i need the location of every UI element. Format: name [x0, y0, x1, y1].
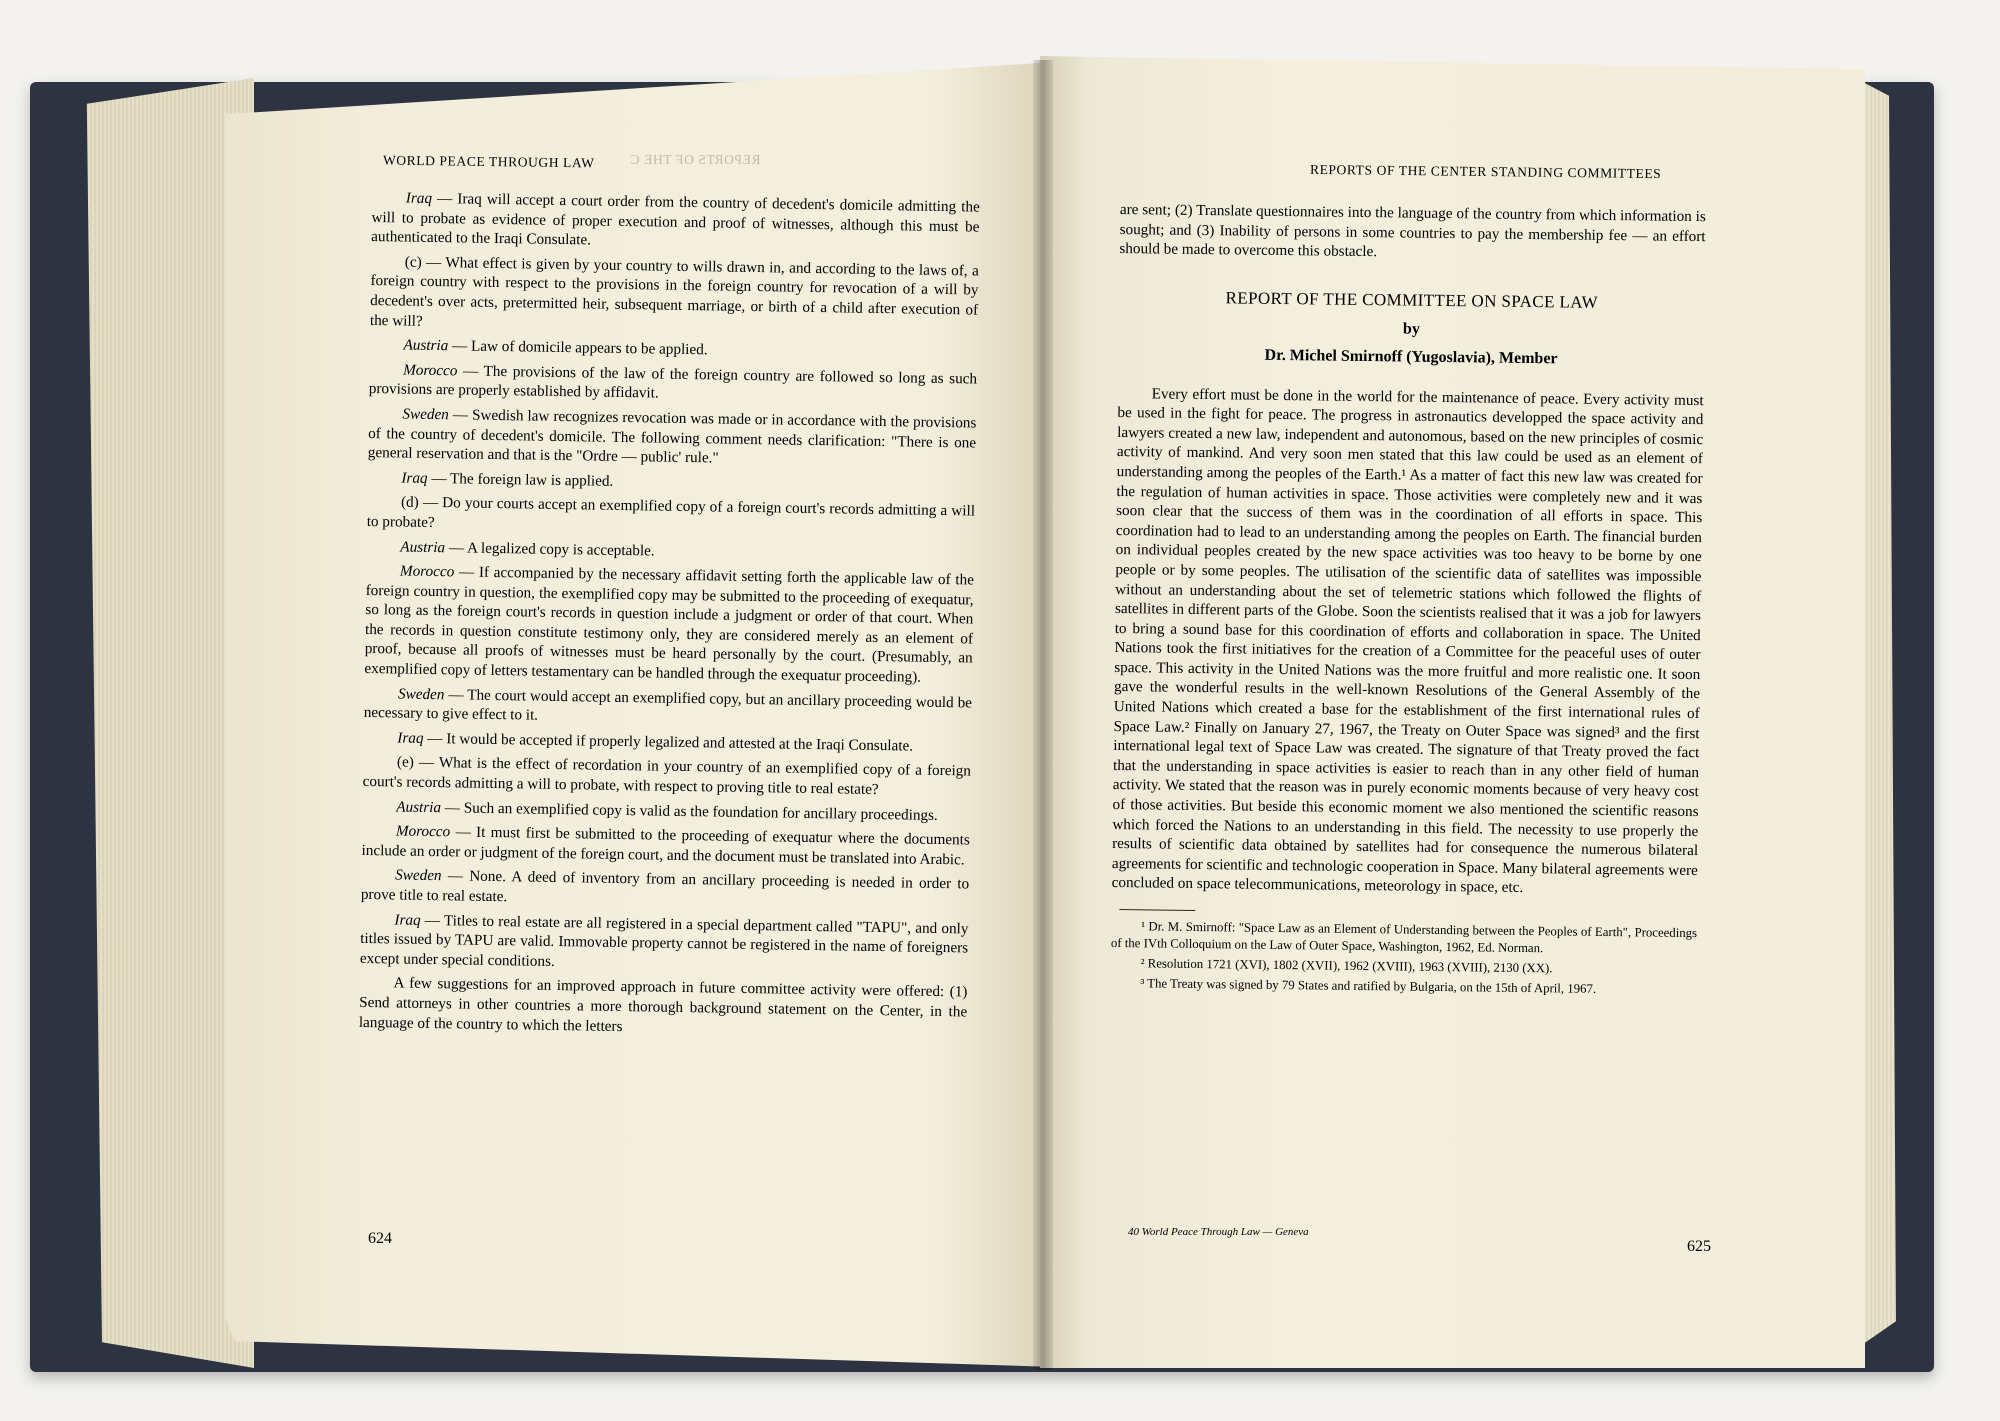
country-label: Iraq	[401, 469, 428, 487]
country-label: Iraq	[397, 729, 424, 747]
country-label: Iraq	[405, 189, 433, 207]
paragraph	[364, 561, 974, 688]
paragraph	[368, 404, 977, 472]
report-author: Dr. Michel Smirnoff (Yugoslavia), Member	[1264, 346, 1558, 368]
country-label: Sweden	[402, 405, 449, 424]
right-running-head: REPORTS OF THE CENTER STANDING COMMITTEES	[1309, 161, 1662, 182]
country-label: Austria	[403, 336, 449, 355]
paragraph	[364, 684, 973, 733]
footnote-divider	[1119, 909, 1195, 911]
left-page-number: 624	[368, 1230, 392, 1247]
report-title: REPORT OF THE COMMITTEE ON SPACE LAW	[1225, 288, 1599, 312]
paragraph	[369, 335, 977, 364]
paragraph-text: — A legalized copy is acceptable.	[444, 538, 655, 559]
question-text: (c) — What effect is given by your country to wills drawn in, and according to the laws of, a foreign country with respect to the provisions in the foreign country for revocation of a will by decedent's over acts, pretermitted heir, subsequent marriage, or birth of a child after execution of the will?	[369, 253, 979, 330]
paragraph	[362, 797, 970, 826]
footnote: ³ The Treaty was signed by 79 States and ratified by Bulgaria, on the 15th of April, 1967.	[1140, 976, 1597, 996]
paragraph-text: A few suggestions for an improved approach in future committee activity were offered: (1) Send attorneys in other countries a more thorough background statement on the Center, in the language of the country to which the letters	[358, 974, 968, 1035]
question-text: (d) — Do your courts accept an exemplified copy of a foreign court's records admitting a will to probate?	[366, 493, 976, 531]
footnote: ² Resolution 1721 (XVI), 1802 (XVII), 1962 (XVIII), 1963 (XVIII), 2130 (XX).	[1140, 956, 1553, 976]
paragraph	[361, 821, 970, 870]
paragraph-text: — The provisions of the law of the foreign country are followed so long as such provisions are properly established by affidavit.	[368, 362, 978, 402]
left-show-through-head: REPORTS OF THE C	[630, 152, 761, 167]
report-byline: by	[1402, 320, 1420, 339]
country-label: Morocco	[403, 361, 458, 380]
question-text: (e) — What is the effect of recordation in your country of an exemplified copy of a foreign court's records admitting a will to probate, with respect to proving title to real estate?	[362, 753, 972, 799]
paragraph	[359, 973, 968, 1041]
country-label: Morocco	[399, 562, 455, 581]
book-gutter	[1033, 60, 1053, 1370]
footnote: ¹ Dr. M. Smirnoff: "Space Law as an Element of Understanding between the Peoples of Earth", Proceedings of the IVth Colloquium on the Law of Outer Space, Washington, 1962, Ed. Norman.	[1110, 919, 1698, 956]
paragraph	[370, 252, 979, 340]
right-page-text	[1110, 200, 1706, 1002]
paragraph-text: — The court would accept an exemplified copy, but an ancillary proceeding would be necessary to give effect to it.	[363, 685, 973, 724]
country-label: Austria	[396, 798, 442, 816]
paragraph	[366, 536, 974, 565]
left-running-head: WORLD PEACE THROUGH LAW	[382, 152, 595, 171]
paragraph-text: — Such an exemplified copy is valid as the foundation for ancillary proceedings.	[440, 798, 938, 824]
paragraph-text: — If accompanied by the necessary affidavit setting forth the applicable law of the foreign country in question, the exemplified copy may be submitted to the proceeding of exequatur, so long as the foreign court's records in question include a judgment or order of that court. When the records in question constitute testimony only, they are considered merely as an element of proof, because all proofs of witnesses must be heard personally by the court. (Presumably, an exemplified copy of letters testamentary can be handled through the exequatur proceeding).	[364, 563, 975, 686]
right-page-number: 625	[1687, 1238, 1711, 1255]
country-label: Sweden	[395, 866, 442, 885]
country-label: Morocco	[395, 822, 451, 841]
country-label: Iraq	[394, 911, 421, 929]
paragraph	[367, 468, 975, 497]
paragraph-text: — It must first be submitted to the proceeding of exequatur where the documents include an order or judgment of the foreign court, and the document must be translated into Arabic.	[361, 823, 970, 869]
paragraph	[360, 910, 969, 978]
paragraph	[367, 492, 976, 541]
signature-line: 40 World Peace Through Law — Geneva	[1128, 1226, 1309, 1238]
paragraph	[371, 188, 980, 256]
country-label: Sweden	[397, 685, 445, 703]
paragraph-text: — Titles to real estate are all registered in a special department called "TAPU", and only titles issued by TAPU are valid. Immovable property cannot be registered in the name of foreigners except under special conditions.	[359, 911, 969, 970]
continuation-paragraph: are sent; (2) Translate questionnaires into the language of the country from which information is sought; and (3) Inability of persons in some countries to pay the membership fee — an effort should be made to overcome this obstacle.	[1119, 200, 1706, 261]
paragraph-text: — The foreign law is applied.	[427, 469, 614, 490]
paragraph	[361, 865, 970, 914]
paragraph-text: — None. A deed of inventory from an ancillary proceeding is needed in order to prove title to real estate.	[360, 867, 970, 906]
paragraph-text: — Law of domicile appears to be applied.	[448, 337, 708, 359]
paragraph	[363, 752, 972, 801]
paragraph-text: — It would be accepted if properly legalized and attested at the Iraqi Consulate.	[423, 729, 914, 755]
paragraph	[369, 360, 978, 409]
paragraph-text: — Swedish law recognizes revocation was made or in accordance with the provisions of the country of decedent's domicile. The following comment needs clarification: "There is one general reservation and that is the "Ordre — public' rule."	[367, 406, 977, 467]
left-page-text	[359, 188, 980, 1047]
paragraph	[363, 728, 971, 757]
paragraph-text: — Iraq will accept a court order from the country of decedent's domicile admitting the will to probate as evidence of proper execution and proof of witnesses, although this must be authenticated to the Iraqi Consulate.	[371, 189, 980, 249]
country-label: Austria	[400, 537, 446, 556]
report-body: Every effort must be done in the world for the maintenance of peace. Every activity must be used in the fight for peace. The progress in astronautics developped the space activity and lawyers created a new law, independent and autonomous, based on the new principles of cosmic activity of mankind. And very soon men stated that this law could be used as an element of understanding among the peoples of the Earth.¹ As a matter of fact this new law was created for the regulation of human activities in space. Those activities were completely new and it was soon clear that the success of them was in the coordination of all efforts in space. This coordination had to lead to an understanding among the peoples on Earth. The financial burden on individual peoples created by the new space activities was too heavy to be borne by one people or by some peoples. The utilisation of the scientific data of satellites was impossible without an understanding about the set of telemetric stations which followed the flights of satellites in different parts of the Globe. Soon the scientists realised that it was a job for lawyers to bring a sound base for this coordination of efforts and collaboration in space. The United Nations took the first initiatives for the creation of a Committee for the peaceful uses of outer space. This activity in the United Nations was the more fruitful and more realistic one. It soon gave the wonderful results in the well-known Resolutions of the General Assembly of the United Nations which created a base for the establishment of the first international rules of Space Law.² Finally on January 27, 1967, the Treaty on Outer Space was signed³ and the first international legal text of Space Law was created. The signature of that Treaty proved the fact that the understanding in space activities is easier to reach than in any other field of human activity. We stated that the reason was in purely economic moments because of very heavy cost of those activities. But beside this economic moment we also mentioned the scientific reasons which forced the Nations to an understanding in this field. The necessity to use properly the results of scientific data obtained by satellites had for consequence the numerous bilateral agreements for scientific and technologic cooperation in Space. Many bilateral agreements were concluded on space telecommunications, meteorology in space, etc.	[1111, 384, 1704, 897]
